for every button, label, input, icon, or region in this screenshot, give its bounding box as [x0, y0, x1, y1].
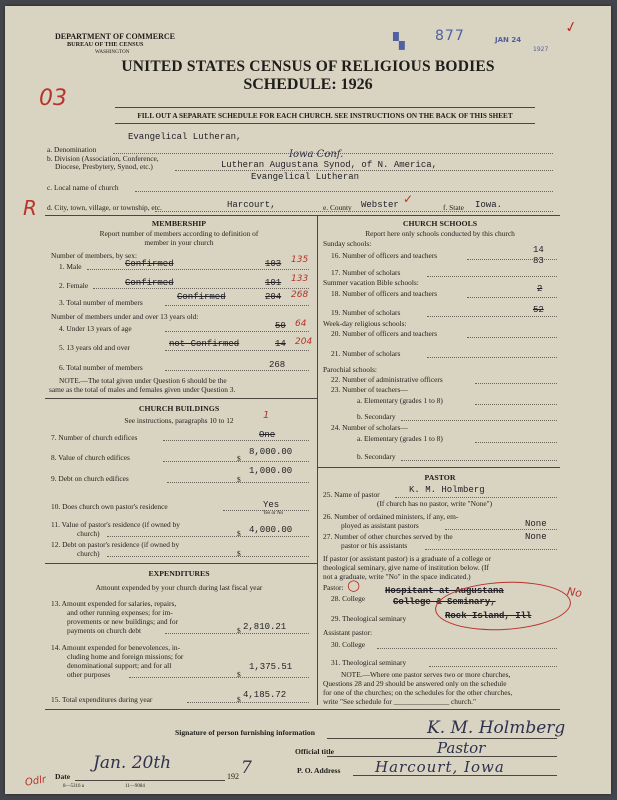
members-by-sex: Number of members, by sex: — [51, 251, 137, 260]
q18-label: 18. Number of officers and teachers — [331, 289, 438, 298]
date-year-value: 7 — [241, 758, 252, 778]
q4-corrected: 64 — [295, 319, 307, 329]
q14-value: 1,375.51 — [249, 662, 293, 672]
form-subtitle: SCHEDULE: 1926 — [243, 76, 373, 93]
membership-intro-1: Report number of members according to definition of — [99, 229, 259, 238]
q29-label: 29. Theological seminary — [331, 614, 407, 623]
po-address-value: Harcourt, Iowa — [375, 758, 505, 776]
q31-label: 31. Theological seminary — [331, 658, 407, 667]
weekday-schools: Week-day religious schools: — [323, 319, 407, 328]
county-label: e. County — [323, 203, 352, 212]
form-title: UNITED STATES CENSUS OF RELIGIOUS BODIES — [121, 58, 495, 75]
q7-hw-mark: 1 — [263, 410, 270, 421]
q4-label: 4. Under 13 years of age — [59, 324, 132, 333]
local-name-label: c. Local name of church — [47, 183, 119, 192]
q15-value: 4,185.72 — [243, 690, 287, 700]
q24a-label: a. Elementary (grades 1 to 8) — [357, 434, 443, 443]
parochial-schools: Parochial schools: — [323, 365, 377, 374]
red-checkmark: ✓ — [563, 16, 580, 38]
red-circle-mark: ○ — [347, 576, 361, 594]
stamp-year: 1927 — [533, 46, 549, 53]
form-number: 8—5316 a — [63, 784, 84, 789]
q15-label: 15. Total expenditures during year — [51, 695, 153, 704]
q3-value: 204 — [265, 292, 282, 302]
q12-label-1: 12. Debt on pastor's residence (if owned by — [51, 540, 180, 549]
q5-typed: not Confirmed — [169, 339, 240, 349]
pastor-note-4: write "See schedule for _______________ church." — [323, 697, 476, 706]
official-title-value: Pastor — [437, 739, 486, 757]
q9-dollar: $ — [237, 475, 241, 484]
expenditures-heading: EXPENDITURES — [148, 569, 210, 578]
q8-value: 8,000.00 — [249, 447, 293, 457]
q9-label: 9. Debt on church edifices — [51, 474, 129, 483]
buildings-sub: See instructions, paragraphs 10 to 12 — [124, 416, 234, 425]
red-code: 03 — [39, 86, 67, 111]
q11-dollar: $ — [237, 529, 241, 538]
date-year-prefix: 192 — [227, 772, 239, 781]
schools-intro: Report here only schools conducted by this church — [365, 229, 515, 238]
po-address-label: P. O. Address — [297, 766, 341, 775]
q1-value: 103 — [265, 259, 282, 269]
local-name-value: Evangelical Lutheran — [251, 172, 360, 182]
q8-label: 8. Value of church edifices — [51, 453, 130, 462]
q28-value-1: Hospitant at Augustana — [385, 586, 504, 596]
q8-dollar: $ — [237, 454, 241, 463]
q3-typed: Confirmed — [177, 292, 226, 302]
membership-note-2: same as the total of males and females given under Question 3. — [49, 385, 236, 394]
division-value: Lutheran Augustana Synod, of N. America, — [221, 160, 438, 170]
form-number-2: 11—9084 — [125, 784, 145, 789]
signature-value: K. M. Holmberg — [427, 718, 566, 738]
denomination-value: Evangelical Lutheran, — [128, 132, 242, 142]
q13-line-4: payments on church debt — [67, 626, 142, 635]
grad-line-3: not a graduate, write "No" in the space indicated.) — [323, 572, 471, 581]
pastor-heading: PASTOR — [424, 473, 456, 482]
department-name: DEPARTMENT OF COMMERCE — [55, 32, 176, 41]
q19-label: 19. Number of scholars — [331, 308, 401, 317]
grad-line-2: theological seminary, give name of institution below. (If — [323, 563, 489, 572]
q25-sub: (If church has no pastor, write "None") — [377, 499, 493, 508]
q13-line-2: and other running expenses; for im- — [67, 608, 173, 617]
q3-label: 3. Total number of members — [59, 298, 143, 307]
q21-label: 21. Number of scholars — [331, 349, 401, 358]
q25-label: 25. Name of pastor — [323, 490, 380, 499]
pastor-note-1: NOTE.—Where one pastor serves two or more churches, — [341, 670, 511, 679]
q3-corrected: 268 — [291, 290, 309, 300]
q19-value: 52 — [533, 305, 544, 315]
q25-value: K. M. Holmberg — [409, 485, 485, 495]
q2-label: 2. Female — [59, 281, 89, 290]
red-no-mark: No — [566, 585, 583, 600]
q13-line-3: provements or new buildings; and for — [67, 617, 179, 626]
summer-schools: Summer vacation Bible schools: — [323, 278, 419, 287]
grad-line-1: If pastor (or assistant pastor) is a graduate of a college or — [323, 554, 492, 563]
q14-line-4: other purposes — [67, 670, 111, 679]
q15-dollar: $ — [237, 695, 241, 704]
division-handwritten: Iowa Conf. — [289, 149, 344, 160]
q16-value: 14 — [533, 245, 544, 255]
q28-label: 28. College — [331, 594, 366, 603]
red-bottom-code: Odlr — [24, 774, 47, 789]
q7-value: One — [259, 430, 276, 440]
q13-dollar: $ — [237, 626, 241, 635]
q5-corrected: 204 — [295, 337, 313, 347]
q23b-label: b. Secondary — [357, 412, 396, 421]
signature-label: Signature of person furnishing information — [175, 728, 315, 737]
q1-corrected: 135 — [291, 255, 309, 265]
members-by-age: Number of members under and over 13 years old: — [51, 312, 199, 321]
q9-value: 1,000.00 — [249, 466, 293, 476]
q5-label: 5. 13 years old and over — [59, 343, 131, 352]
q27-line-2: pastor or his assistants — [341, 541, 408, 550]
stamp-date: JAN 24 — [495, 36, 522, 44]
county-value: Webster — [361, 200, 399, 210]
q23a-label: a. Elementary (grades 1 to 8) — [357, 396, 443, 405]
q1-typed: Confirmed — [125, 259, 174, 269]
division-label-1: b. Division (Association, Conference, — [47, 154, 159, 163]
q23-label: 23. Number of teachers— — [331, 385, 408, 394]
expenditures-sub: Amount expended by your church during last fiscal year — [95, 583, 263, 592]
q27-value: None — [525, 532, 547, 542]
schools-heading: CHURCH SCHOOLS — [402, 219, 478, 228]
q26-line-1: 26. Number of ordained ministers, if any, em- — [323, 512, 459, 521]
q28-value-2: College & Seminary, — [393, 597, 496, 607]
q6-label: 6. Total number of members — [59, 363, 143, 372]
q20-label: 20. Number of officers and teachers — [331, 329, 438, 338]
q13-value: 2,810.21 — [243, 622, 287, 632]
census-schedule-page — [5, 6, 611, 794]
q5-value: 14 — [275, 339, 286, 349]
pastor-label: Pastor: — [323, 583, 344, 592]
q11-label-1: 11. Value of pastor's residence (if owned by — [51, 520, 180, 529]
q30-label: 30. College — [331, 640, 366, 649]
q10-sub: Yes or No — [263, 511, 284, 516]
date-value: Jan. 20th — [93, 753, 172, 773]
sunday-schools: Sunday schools: — [323, 239, 372, 248]
q27-line-1: 27. Number of other churches served by the — [323, 532, 453, 541]
stamp-number: 877 — [435, 28, 465, 44]
q2-typed: Confirmed — [125, 278, 174, 288]
state-value: Iowa. — [475, 200, 503, 210]
q22-label: 22. Number of administrative officers — [331, 375, 443, 384]
q29-value: Rock Island, Ill — [445, 611, 532, 621]
state-label: f. State — [443, 203, 464, 212]
q7-label: 7. Number of church edifices — [51, 433, 138, 442]
q12-dollar: $ — [237, 549, 241, 558]
pastor-note-2: Questions 28 and 29 should be answered only on the schedule — [323, 679, 507, 688]
form-instruction: FILL OUT A SEPARATE SCHEDULE FOR EACH CHURCH. SEE INSTRUCTIONS ON THE BACK OF THIS SHEET — [137, 112, 513, 120]
q2-corrected: 133 — [291, 274, 309, 284]
q10-value: Yes — [263, 500, 280, 510]
pastor-note-3: for one of the churches; on the schedules for the other churches, — [323, 688, 513, 697]
red-r-mark: R — [23, 196, 37, 220]
buildings-heading: CHURCH BUILDINGS — [138, 404, 220, 413]
division-label-2: Diocese, Presbytery, Synod, etc.) — [55, 162, 153, 171]
q12-label-2: church) — [77, 549, 100, 558]
date-label: Date — [55, 772, 71, 781]
q6-value: 268 — [269, 360, 286, 370]
q11-value: 4,000.00 — [249, 525, 293, 535]
q14-line-3: denominational support; and for all — [67, 661, 172, 670]
city-name: WASHINGTON — [95, 49, 130, 55]
official-title-label: Official title — [295, 747, 335, 756]
q17-value: 83 — [533, 256, 544, 266]
q17-label: 17. Number of scholars — [331, 268, 401, 277]
q26-value: None — [525, 519, 547, 529]
q4-value: 50 — [275, 321, 286, 331]
q24b-label: b. Secondary — [357, 452, 396, 461]
membership-heading: MEMBERSHIP — [151, 219, 207, 228]
q16-label: 16. Number of officers and teachers — [331, 251, 438, 260]
q18-value: 2 — [537, 284, 543, 294]
county-check: ✓ — [403, 192, 414, 206]
q14-line-1: 14. Amount expended for benevolences, in- — [51, 643, 181, 652]
q10-label: 10. Does church own pastor's residence — [51, 502, 168, 511]
q11-label-2: church) — [77, 529, 100, 538]
membership-note-1: NOTE.—The total given under Question 6 should be the — [59, 376, 227, 385]
denomination-label: a. Denomination — [47, 145, 97, 154]
stamp-mark: ▚ — [393, 32, 405, 50]
q2-value: 101 — [265, 278, 282, 288]
q24-label: 24. Number of scholars— — [331, 423, 408, 432]
q1-label: 1. Male — [59, 262, 82, 271]
bureau-name: BUREAU OF THE CENSUS — [67, 41, 144, 48]
membership-intro-2: member in your church — [144, 238, 214, 247]
q26-line-2: ployed as assistant pastors — [341, 521, 419, 530]
q13-line-1: 13. Amount expended for salaries, repairs, — [51, 599, 177, 608]
city-label: d. City, town, village, or township, etc. — [47, 203, 162, 212]
city-value: Harcourt, — [227, 200, 276, 210]
assistant-pastor-label: Assistant pastor: — [323, 628, 373, 637]
q14-line-2: cluding home and foreign missions; for — [67, 652, 184, 661]
q14-dollar: $ — [237, 670, 241, 679]
